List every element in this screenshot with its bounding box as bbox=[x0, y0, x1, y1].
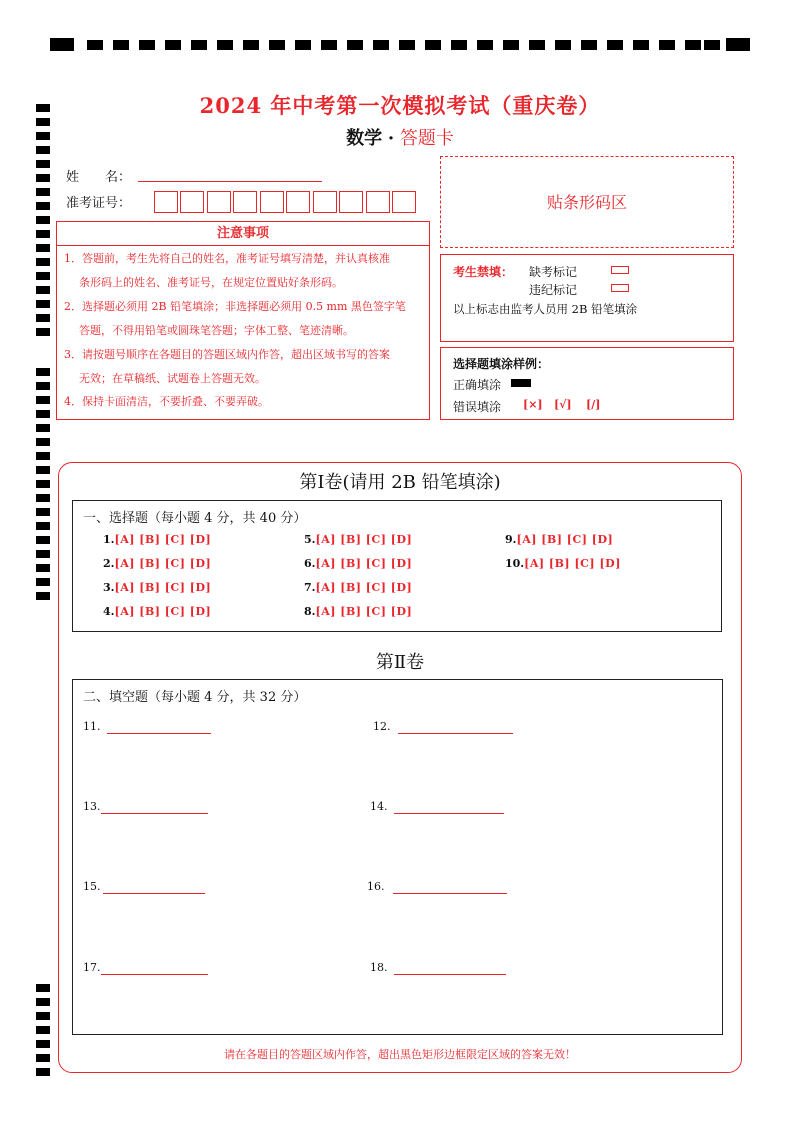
timing-mark bbox=[685, 40, 701, 50]
timing-mark bbox=[633, 40, 649, 50]
blank-question-number: 13. bbox=[83, 800, 101, 813]
page-title: 2024 年中考第一次模拟考试（重庆卷） bbox=[199, 93, 601, 118]
barcode-area[interactable] bbox=[440, 156, 734, 248]
timing-mark bbox=[555, 40, 571, 50]
exam-id-digit-box[interactable] bbox=[339, 191, 363, 213]
timing-mark bbox=[503, 40, 519, 50]
proctor-only-panel bbox=[440, 254, 734, 342]
part1-title: 第Ⅰ卷(请用 2B 铅笔填涂) bbox=[299, 472, 501, 493]
timing-mark bbox=[36, 494, 50, 502]
timing-mark bbox=[36, 550, 50, 558]
notice-line: 无效；在草稿纸、试题卷上答题无效。 bbox=[79, 372, 266, 385]
timing-mark bbox=[36, 522, 50, 530]
timing-mark bbox=[269, 40, 285, 50]
timing-mark bbox=[243, 40, 259, 50]
notice-heading: 注意事项 bbox=[57, 222, 429, 246]
blank-question-number: 17. bbox=[83, 961, 101, 974]
timing-mark bbox=[36, 452, 50, 460]
timing-mark bbox=[36, 508, 50, 516]
notice-panel bbox=[56, 221, 430, 420]
exam-id-digit-box[interactable] bbox=[313, 191, 337, 213]
timing-mark bbox=[607, 40, 623, 50]
timing-mark bbox=[321, 40, 337, 50]
notice-line: 2．选择题必须用 2B 铅笔填涂；非选择题必须用 0.5 mm 黑色签字笔 bbox=[64, 300, 406, 313]
timing-mark bbox=[36, 424, 50, 432]
multiple-choice-box bbox=[72, 500, 722, 632]
absent-mark-label: 缺考标记 bbox=[529, 265, 578, 279]
timing-mark bbox=[36, 216, 50, 224]
timing-mark bbox=[659, 40, 675, 50]
timing-mark bbox=[36, 998, 50, 1006]
wrong-mark-slash: [/] bbox=[586, 398, 601, 411]
timing-mark bbox=[477, 40, 493, 50]
timing-mark bbox=[425, 40, 441, 50]
mc-question-3[interactable]: 3.[A] [B] [C] [D] bbox=[103, 581, 212, 594]
separator-dot: · bbox=[387, 128, 395, 149]
timing-mark bbox=[36, 396, 50, 404]
answer-line-13[interactable] bbox=[101, 813, 208, 814]
exam-id-label: 准考证号： bbox=[66, 196, 132, 211]
timing-mark bbox=[36, 368, 50, 376]
absent-mark-box[interactable] bbox=[611, 266, 629, 274]
name-field[interactable] bbox=[138, 181, 322, 182]
correct-fill-label: 正确填涂 bbox=[453, 378, 502, 392]
exam-id-digit-box[interactable] bbox=[260, 191, 284, 213]
timing-mark bbox=[36, 328, 50, 336]
timing-mark bbox=[581, 40, 597, 50]
blank-question-number: 18. bbox=[370, 961, 388, 974]
mc-question-8[interactable]: 8.[A] [B] [C] [D] bbox=[304, 605, 413, 618]
answer-line-15[interactable] bbox=[103, 893, 205, 894]
blank-question-number: 16. bbox=[367, 880, 385, 893]
answer-line-11[interactable] bbox=[107, 733, 211, 734]
timing-mark bbox=[36, 1068, 50, 1076]
timing-mark bbox=[36, 578, 50, 586]
timing-mark bbox=[36, 174, 50, 182]
page-subtitle bbox=[0, 124, 800, 150]
blank-question-number: 14. bbox=[370, 800, 388, 813]
fill-in-blank-title: 二、填空题（每小题 4 分，共 32 分） bbox=[83, 690, 307, 705]
timing-mark bbox=[36, 314, 50, 322]
timing-mark bbox=[36, 1026, 50, 1034]
mc-question-1[interactable]: 1.[A] [B] [C] [D] bbox=[103, 533, 212, 546]
wrong-mark-check: [√] bbox=[554, 398, 572, 411]
notice-line: 条形码上的姓名、准考证号，在规定位置贴好条形码。 bbox=[79, 276, 343, 289]
timing-mark bbox=[165, 40, 181, 50]
exam-id-digit-box[interactable] bbox=[207, 191, 231, 213]
timing-mark bbox=[36, 592, 50, 600]
notice-line: 4．保持卡面清洁，不要折叠、不要弄破。 bbox=[64, 395, 269, 408]
exam-id-digit-box[interactable] bbox=[233, 191, 257, 213]
multiple-choice-title: 一、选择题（每小题 4 分，共 40 分） bbox=[83, 511, 307, 526]
timing-mark bbox=[529, 40, 545, 50]
timing-mark bbox=[347, 40, 363, 50]
timing-mark bbox=[36, 272, 50, 280]
timing-mark bbox=[36, 984, 50, 992]
timing-mark bbox=[704, 40, 720, 50]
answer-line-14[interactable] bbox=[394, 813, 504, 814]
mc-question-4[interactable]: 4.[A] [B] [C] [D] bbox=[103, 605, 212, 618]
violation-mark-label: 违纪标记 bbox=[529, 283, 578, 297]
exam-id-digit-box[interactable] bbox=[286, 191, 310, 213]
mc-question-6[interactable]: 6.[A] [B] [C] [D] bbox=[304, 557, 413, 570]
timing-mark bbox=[36, 536, 50, 544]
timing-mark bbox=[36, 244, 50, 252]
notice-line: 1．答题前，考生先将自己的姓名，准考证号填写清楚，并认真核准 bbox=[64, 252, 390, 265]
timing-mark bbox=[373, 40, 389, 50]
fill-in-blank-box bbox=[72, 679, 723, 1035]
exam-id-digit-box[interactable] bbox=[180, 191, 204, 213]
filled-bubble-sample bbox=[511, 379, 531, 387]
fill-sample-panel bbox=[440, 347, 734, 420]
barcode-area-label: 贴条形码区 bbox=[546, 193, 627, 212]
blank-question-number: 11. bbox=[83, 720, 101, 733]
mc-question-9[interactable]: 9.[A] [B] [C] [D] bbox=[505, 533, 614, 546]
notice-line: 3．请按题号顺序在各题目的答题区域内作答，超出区域书写的答案 bbox=[64, 348, 390, 361]
answer-line-12[interactable] bbox=[398, 733, 513, 734]
footer-warning: 请在各题目的答题区域内作答，超出黑色矩形边框限定区域的答案无效！ bbox=[224, 1048, 576, 1061]
wrong-fill-label: 错误填涂 bbox=[453, 400, 502, 414]
violation-mark-box[interactable] bbox=[611, 284, 629, 292]
exam-id-digit-box[interactable] bbox=[366, 191, 390, 213]
answer-line-17[interactable] bbox=[101, 974, 208, 975]
proctor-only-heading: 考生禁填： bbox=[453, 265, 514, 279]
exam-id-digit-box[interactable] bbox=[154, 191, 178, 213]
timing-mark bbox=[36, 230, 50, 238]
timing-mark bbox=[36, 564, 50, 572]
timing-mark bbox=[217, 40, 233, 50]
timing-mark bbox=[36, 202, 50, 210]
mc-question-10[interactable]: 10.[A] [B] [C] [D] bbox=[505, 557, 621, 570]
timing-mark bbox=[36, 382, 50, 390]
timing-mark bbox=[726, 38, 750, 51]
blank-question-number: 15. bbox=[83, 880, 101, 893]
timing-mark bbox=[36, 410, 50, 418]
timing-mark bbox=[50, 38, 74, 51]
wrong-mark-cross: [×] bbox=[523, 398, 543, 411]
timing-mark bbox=[113, 40, 129, 50]
timing-mark bbox=[36, 300, 50, 308]
part2-title: 第Ⅱ卷 bbox=[375, 652, 425, 673]
mc-question-2[interactable]: 2.[A] [B] [C] [D] bbox=[103, 557, 212, 570]
answer-line-18[interactable] bbox=[394, 974, 506, 975]
blank-question-number: 12. bbox=[373, 720, 391, 733]
timing-mark bbox=[36, 1012, 50, 1020]
timing-mark bbox=[139, 40, 155, 50]
timing-mark bbox=[295, 40, 311, 50]
timing-mark bbox=[36, 438, 50, 446]
name-label: 姓 名： bbox=[66, 170, 132, 185]
mc-question-5[interactable]: 5.[A] [B] [C] [D] bbox=[304, 533, 413, 546]
timing-mark bbox=[36, 286, 50, 294]
timing-mark bbox=[399, 40, 415, 50]
timing-mark bbox=[36, 258, 50, 266]
exam-id-digit-box[interactable] bbox=[392, 191, 416, 213]
timing-mark bbox=[36, 160, 50, 168]
fill-sample-heading: 选择题填涂样例： bbox=[453, 357, 550, 371]
timing-mark bbox=[87, 40, 103, 50]
notice-line: 答题，不得用铅笔或圆珠笔答题；字体工整、笔迹清晰。 bbox=[79, 324, 354, 337]
proctor-note: 以上标志由监考人员用 2B 铅笔填涂 bbox=[453, 302, 638, 316]
card-label: 答题卡 bbox=[399, 128, 454, 149]
subject-label: 数学 bbox=[346, 128, 383, 149]
timing-mark bbox=[451, 40, 467, 50]
answer-line-16[interactable] bbox=[393, 893, 507, 894]
mc-question-7[interactable]: 7.[A] [B] [C] [D] bbox=[304, 581, 413, 594]
timing-mark bbox=[191, 40, 207, 50]
timing-mark bbox=[36, 188, 50, 196]
